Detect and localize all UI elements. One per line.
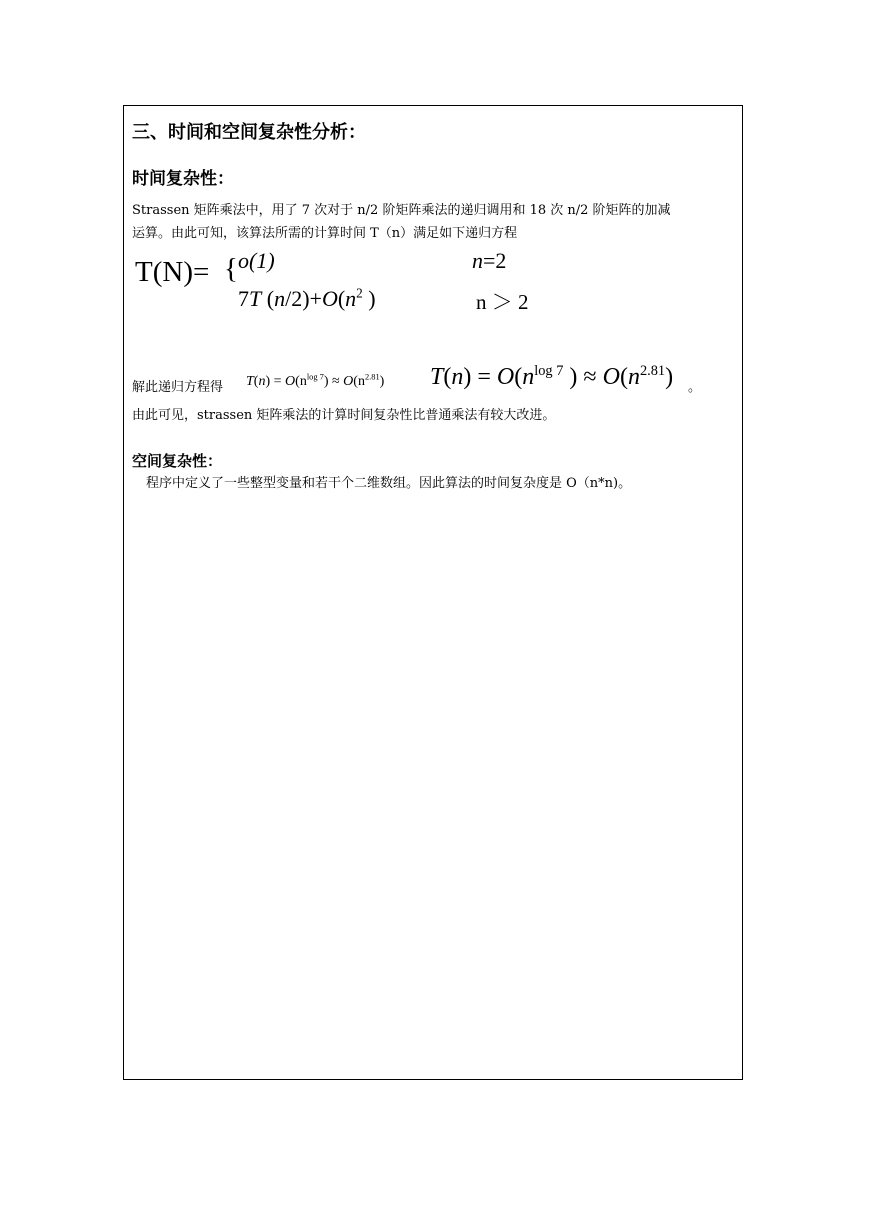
paragraph-line-2: 运算。由此可知，该算法所需的计算时间 T（n）满足如下递归方程 <box>132 226 518 241</box>
recurrence-case2: 7T $(n/2)+O(n^2$ ) <box>238 285 376 311</box>
content-frame <box>123 105 743 1080</box>
space-complexity-heading: 空间复杂性： <box>132 452 223 470</box>
recurrence-case1-condition: n=2 <box>472 248 507 273</box>
conclusion-text: 由此可见，strassen 矩阵乘法的计算时间复杂性比普通乘法有较大改进。 <box>132 408 556 423</box>
recurrence-case1: o(1) <box>238 248 275 273</box>
solution-small-formula: $T(n) = O(n^{log 7}) \approx O(n^{2.81})$ <box>246 372 385 389</box>
solution-period: 。 <box>688 380 702 395</box>
space-complexity-text: 程序中定义了一些整型变量和若干个二维数组。因此算法的时间复杂度是 O（n*n)。 <box>146 476 632 491</box>
recurrence-brace: { <box>224 253 238 285</box>
solution-lead: 解此递归方程得 <box>132 380 224 395</box>
time-complexity-heading: 时间复杂性： <box>132 169 234 189</box>
paragraph-line-1: Strassen 矩阵乘法中，用了 7 次对于 n/2 阶矩阵乘法的递归调用和 18 次 n/2 阶矩阵的加减 <box>132 203 671 218</box>
solution-big-formula: $T(n) = O(n^{log 7}$ ) ≈ $O(n^{2.81})$ <box>430 363 674 390</box>
section-title: 三、时间和空间复杂性分析： <box>132 122 366 143</box>
recurrence-lhs: T(N)= <box>135 256 210 288</box>
recurrence-case2-condition: n ＞ 2 <box>476 290 529 314</box>
